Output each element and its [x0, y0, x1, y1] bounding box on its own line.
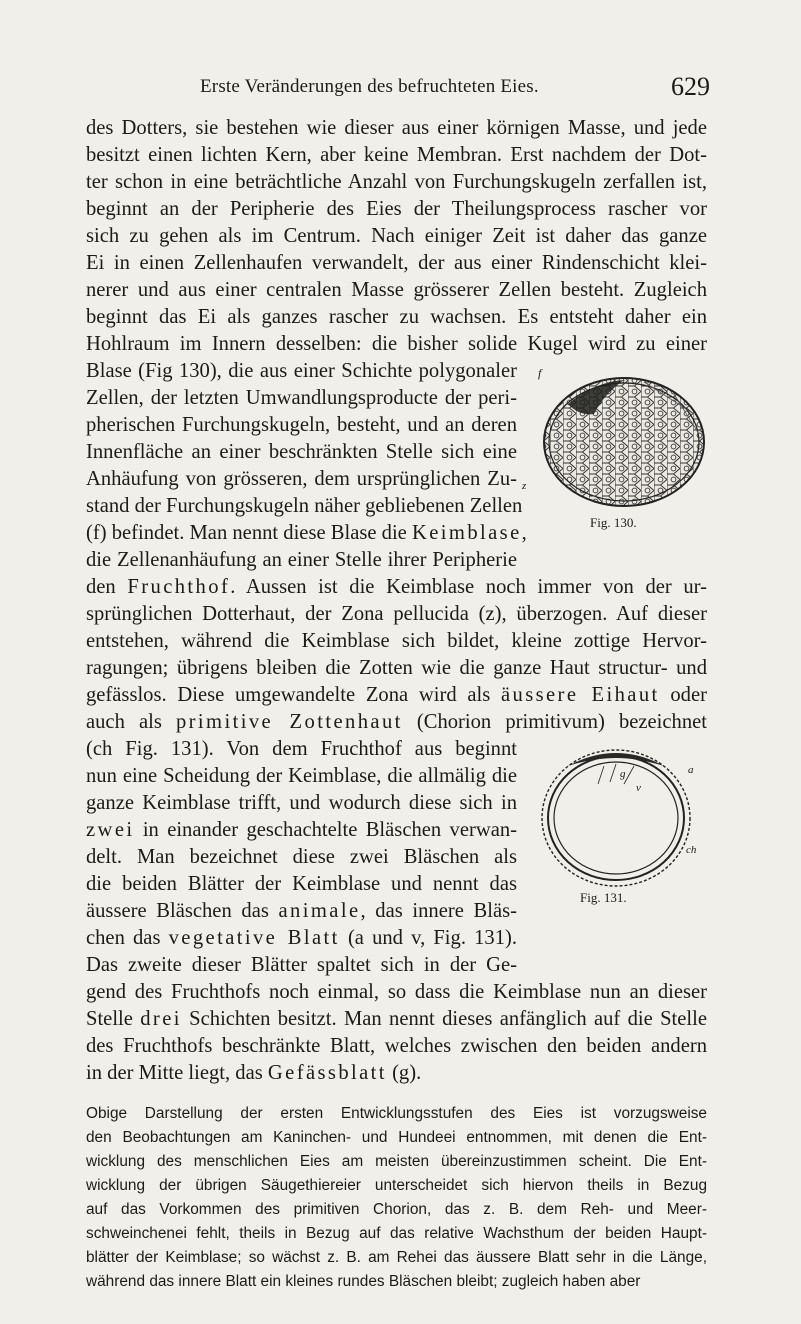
text-line: stand der Furchungskugeln näher gebliebenen Zellen — [86, 495, 523, 517]
note-line: den Beobachtungen am Kaninchen- und Hundeei entnommen, mit denen die Ent- — [86, 1129, 707, 1146]
text-line: delt. Man bezeichnet diese zwei Bläschen als — [86, 846, 517, 868]
figure-label-a: a — [688, 764, 694, 776]
text-span: (a und v, Fig. 131). — [339, 927, 517, 949]
text-line: Anhäufung von grösseren, dem ursprünglichen Zu- — [86, 468, 517, 490]
text-span: , — [521, 522, 527, 544]
text-line: gend des Fruchthofs noch einmal, so dass die Keimblase nun an dieser — [86, 981, 707, 1003]
term-zwei: zwei — [86, 819, 135, 841]
text-span: Stelle — [86, 1008, 141, 1030]
text-line: Das zweite dieser Blätter spaltet sich in der Ge- — [86, 954, 517, 976]
text-line: (ch Fig. 131). Von dem Fruchthof aus beginnt — [86, 738, 517, 760]
text-line — [86, 925, 517, 952]
note-line: wicklung der übrigen Säugethiereier unterscheidet sich hiervon theils in Bezug — [86, 1177, 707, 1194]
text-span: in einander geschachtelte Bläschen verwan- — [134, 819, 517, 841]
text-span: äussere Bläschen das — [86, 900, 279, 922]
text-line — [86, 1006, 707, 1033]
term-fruchthof: Fruchthof — [127, 576, 231, 598]
text-span: gefässlos. Diese umgewandelte Zona wird als — [86, 684, 501, 706]
text-line: die beiden Blätter der Keimblase und nennt das — [86, 873, 517, 895]
figure-label-f: f — [538, 366, 542, 380]
text-span: (f) befindet. Man nennt diese Blase die — [86, 522, 412, 544]
text-line — [86, 709, 707, 736]
text-line: ganze Keimblase trifft, und wodurch diese sich in — [86, 792, 517, 814]
text-span: in der Mitte liegt, das — [86, 1062, 268, 1084]
term-aeussere-eihaut: äussere Eihaut — [500, 684, 660, 706]
text-line: Ei in einen Zellenhaufen verwandelt, der aus einer Rindenschicht klei- — [86, 252, 707, 274]
text-line: nun eine Scheidung der Keimblase, die allmälig die — [86, 765, 517, 787]
note-line: während das innere Blatt ein kleines rundes Bläschen bleibt; zugleich haben aber — [86, 1273, 641, 1290]
note-line: auf das Vorkommen des primitiven Chorion, das z. B. dem Reh- und Meer- — [86, 1201, 707, 1218]
text-span: (g). — [386, 1062, 422, 1084]
text-line: entstehen, während die Keimblase sich bildet, kleine zottige Hervor- — [86, 630, 707, 652]
figure-131-illustration — [538, 744, 708, 894]
text-span: auch als — [86, 711, 176, 733]
text-line — [86, 898, 517, 925]
note-line: wicklung des menschlichen Eies am meisten übereinzustimmen scheint. Die Ent- — [86, 1153, 707, 1170]
text-line: Zellen, der letzten Umwandlungsproducte der peri- — [86, 387, 517, 409]
text-line — [86, 1060, 707, 1087]
text-line: sich zu gehen als im Centrum. Nach einiger Zeit ist daher das ganze — [86, 225, 707, 247]
note-line: Obige Darstellung der ersten Entwicklungsstufen des Eies ist vorzugsweise — [86, 1105, 707, 1122]
text-line: nerer und aus einer centralen Masse grösserer Zellen besteht. Zugleich — [86, 279, 707, 301]
term-drei: drei — [140, 1008, 182, 1030]
term-gefaessblatt: Gefässblatt — [267, 1062, 387, 1084]
note-line: blätter der Keimblase; so wächst z. B. am Rehei das äussere Blatt sehr in die Länge, — [86, 1249, 707, 1266]
text-line: ragungen; übrigens bleiben die Zotten wie die ganze Haut structur- und — [86, 657, 707, 679]
text-span: Schichten besitzt. Man nennt dieses anfänglich auf die Stelle — [181, 1008, 707, 1030]
page-number: 629 — [671, 72, 710, 101]
text-line: Blase (Fig 130), die aus einer Schichte polygonaler — [86, 360, 517, 382]
running-header — [150, 72, 710, 106]
running-title: Erste Veränderungen des befruchteten Eies. — [200, 76, 539, 97]
text-span: . Aussen ist die Keimblase noch immer von der ur- — [230, 576, 707, 598]
term-keimblase: Keimblase — [411, 522, 522, 544]
text-line: pherischen Furchungskugeln, besteht, und an deren — [86, 414, 517, 436]
term-animale: animale — [278, 900, 361, 922]
text-line: Hohlraum im Innern desselben: die bisher solide Kugel wird zu einer — [86, 333, 707, 355]
text-span: , das innere Bläs- — [360, 900, 517, 922]
text-line: sprünglichen Dotterhaut, der Zona pellucida (z), überzogen. Auf dieser — [86, 603, 707, 625]
text-span: chen das — [86, 927, 169, 949]
text-line: des Dotters, sie bestehen wie dieser aus einer körnigen Masse, und jede — [86, 117, 707, 139]
figure-label-g: g — [620, 768, 626, 780]
text-span: den — [86, 576, 128, 598]
figure-130 — [524, 364, 714, 534]
figure-131 — [538, 744, 708, 914]
text-line: des Fruchthofs beschränkte Blatt, welches zwischen den beiden andern — [86, 1035, 707, 1057]
text-span: oder — [659, 684, 707, 706]
text-span: (Chorion primitivum) bezeichnet — [402, 711, 707, 733]
term-primitive-zottenhaut: primitive Zottenhaut — [175, 711, 403, 733]
text-line: ter schon in eine beträchtliche Anzahl von Furchungskugeln zerfallen ist, — [86, 171, 707, 193]
text-line — [86, 520, 527, 547]
text-line: besitzt einen lichten Kern, aber keine Membran. Erst nachdem der Dot- — [86, 144, 707, 166]
term-vegetative-blatt: vegetative Blatt — [168, 927, 340, 949]
figure-label-ch: ch — [686, 844, 697, 856]
text-line: beginnt an der Peripherie des Eies der Theilungsprocess rascher vor — [86, 198, 707, 220]
figure-130-caption: Fig. 130. — [590, 515, 637, 530]
text-line — [86, 817, 517, 844]
text-line: Innenfläche an einer beschränkten Stelle sich eine — [86, 441, 517, 463]
figure-label-v: v — [636, 782, 641, 794]
text-line — [86, 682, 707, 709]
text-line — [86, 574, 707, 601]
note-line: schweinchenei fehlt, theils in Bezug auf das relative Wachsthum der beiden Haupt- — [86, 1225, 707, 1242]
figure-131-caption: Fig. 131. — [580, 890, 627, 905]
text-line: beginnt das Ei als ganzes rascher zu wachsen. Es entsteht daher ein — [86, 306, 707, 328]
figure-130-illustration — [524, 364, 714, 534]
text-line: die Zellenanhäufung an einer Stelle ihrer Peripherie — [86, 549, 517, 571]
figure-label-z: z — [522, 480, 527, 492]
